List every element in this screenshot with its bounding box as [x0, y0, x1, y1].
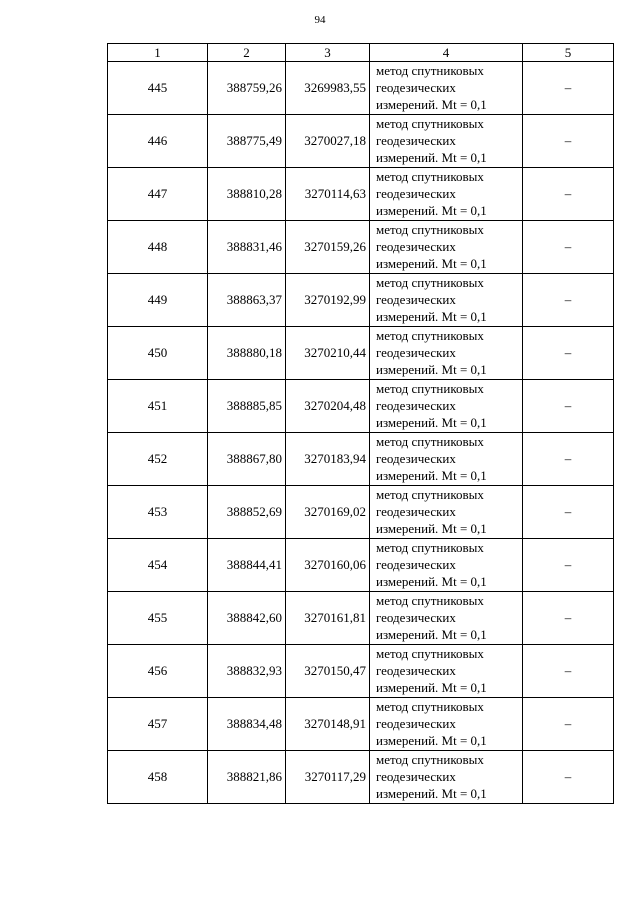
method-cell	[370, 274, 523, 327]
header-col-1: 1	[108, 44, 208, 62]
method-cell	[370, 751, 523, 804]
y-coordinate-cell: 3270150,47	[286, 645, 370, 698]
method-line: геодезических	[376, 80, 456, 95]
method-line: геодезических	[376, 239, 456, 254]
note-cell: –	[523, 115, 614, 168]
method-line: геодезических	[376, 133, 456, 148]
x-coordinate-cell: 388885,85	[208, 380, 286, 433]
method-line: геодезических	[376, 186, 456, 201]
method-line: геодезических	[376, 610, 456, 625]
point-number-cell: 452	[108, 433, 208, 486]
method-cell	[370, 115, 523, 168]
note-cell: –	[523, 62, 614, 115]
note-cell: –	[523, 698, 614, 751]
method-cell	[370, 221, 523, 274]
method-line: метод спутниковых	[376, 169, 484, 184]
y-coordinate-cell: 3270027,18	[286, 115, 370, 168]
method-line: геодезических	[376, 292, 456, 307]
table-row	[108, 115, 614, 168]
y-coordinate-cell: 3270183,94	[286, 433, 370, 486]
x-coordinate-cell: 388775,49	[208, 115, 286, 168]
method-line: измерений. Mt = 0,1	[376, 468, 487, 483]
note-cell: –	[523, 221, 614, 274]
note-cell: –	[523, 433, 614, 486]
x-coordinate-cell: 388844,41	[208, 539, 286, 592]
y-coordinate-cell: 3270192,99	[286, 274, 370, 327]
point-number-cell: 453	[108, 486, 208, 539]
method-line: метод спутниковых	[376, 540, 484, 555]
method-line: измерений. Mt = 0,1	[376, 574, 487, 589]
method-line: геодезических	[376, 716, 456, 731]
method-cell	[370, 592, 523, 645]
method-line: измерений. Mt = 0,1	[376, 627, 487, 642]
table-header-row	[108, 44, 614, 62]
method-line: измерений. Mt = 0,1	[376, 733, 487, 748]
method-line: геодезических	[376, 504, 456, 519]
y-coordinate-cell: 3270161,81	[286, 592, 370, 645]
y-coordinate-cell: 3270204,48	[286, 380, 370, 433]
point-number-cell: 457	[108, 698, 208, 751]
method-line: метод спутниковых	[376, 752, 484, 767]
method-line: метод спутниковых	[376, 63, 484, 78]
method-cell	[370, 62, 523, 115]
y-coordinate-cell: 3269983,55	[286, 62, 370, 115]
point-number-cell: 449	[108, 274, 208, 327]
method-line: измерений. Mt = 0,1	[376, 309, 487, 324]
method-line: измерений. Mt = 0,1	[376, 680, 487, 695]
method-cell	[370, 486, 523, 539]
method-cell	[370, 539, 523, 592]
point-number-cell: 451	[108, 380, 208, 433]
x-coordinate-cell: 388831,46	[208, 221, 286, 274]
x-coordinate-cell: 388842,60	[208, 592, 286, 645]
x-coordinate-cell: 388810,28	[208, 168, 286, 221]
method-line: метод спутниковых	[376, 699, 484, 714]
method-line: метод спутниковых	[376, 381, 484, 396]
x-coordinate-cell: 388834,48	[208, 698, 286, 751]
method-cell	[370, 168, 523, 221]
point-number-cell: 455	[108, 592, 208, 645]
method-cell	[370, 327, 523, 380]
table-row	[108, 274, 614, 327]
table-row	[108, 62, 614, 115]
method-line: метод спутниковых	[376, 275, 484, 290]
point-number-cell: 446	[108, 115, 208, 168]
note-cell: –	[523, 539, 614, 592]
method-cell	[370, 380, 523, 433]
header-col-2: 2	[208, 44, 286, 62]
method-line: метод спутниковых	[376, 434, 484, 449]
note-cell: –	[523, 645, 614, 698]
method-line: геодезических	[376, 398, 456, 413]
y-coordinate-cell: 3270159,26	[286, 221, 370, 274]
method-line: измерений. Mt = 0,1	[376, 521, 487, 536]
point-number-cell: 450	[108, 327, 208, 380]
method-line: измерений. Mt = 0,1	[376, 203, 487, 218]
page-number: 94	[314, 14, 326, 26]
method-line: измерений. Mt = 0,1	[376, 786, 487, 801]
table-row	[108, 433, 614, 486]
coordinates-table	[107, 43, 614, 804]
method-line: метод спутниковых	[376, 646, 484, 661]
method-line: геодезических	[376, 451, 456, 466]
note-cell: –	[523, 486, 614, 539]
method-line: геодезических	[376, 663, 456, 678]
y-coordinate-cell: 3270117,29	[286, 751, 370, 804]
table-row	[108, 645, 614, 698]
note-cell: –	[523, 274, 614, 327]
note-cell: –	[523, 380, 614, 433]
method-line: метод спутниковых	[376, 487, 484, 502]
method-line: измерений. Mt = 0,1	[376, 256, 487, 271]
y-coordinate-cell: 3270160,06	[286, 539, 370, 592]
point-number-cell: 456	[108, 645, 208, 698]
table-row	[108, 698, 614, 751]
header-col-5: 5	[523, 44, 614, 62]
method-line: геодезических	[376, 345, 456, 360]
y-coordinate-cell: 3270169,02	[286, 486, 370, 539]
note-cell: –	[523, 168, 614, 221]
point-number-cell: 447	[108, 168, 208, 221]
method-line: измерений. Mt = 0,1	[376, 97, 487, 112]
method-line: метод спутниковых	[376, 593, 484, 608]
y-coordinate-cell: 3270148,91	[286, 698, 370, 751]
method-line: измерений. Mt = 0,1	[376, 362, 487, 377]
x-coordinate-cell: 388821,86	[208, 751, 286, 804]
table-row	[108, 168, 614, 221]
table-row	[108, 592, 614, 645]
note-cell: –	[523, 592, 614, 645]
point-number-cell: 445	[108, 62, 208, 115]
method-line: геодезических	[376, 769, 456, 784]
table-row	[108, 539, 614, 592]
note-cell: –	[523, 751, 614, 804]
method-line: метод спутниковых	[376, 116, 484, 131]
method-cell	[370, 645, 523, 698]
method-line: геодезических	[376, 557, 456, 572]
point-number-cell: 448	[108, 221, 208, 274]
x-coordinate-cell: 388867,80	[208, 433, 286, 486]
method-line: измерений. Mt = 0,1	[376, 150, 487, 165]
table-row	[108, 327, 614, 380]
method-cell	[370, 698, 523, 751]
y-coordinate-cell: 3270114,63	[286, 168, 370, 221]
point-number-cell: 458	[108, 751, 208, 804]
table-row	[108, 751, 614, 804]
method-line: измерений. Mt = 0,1	[376, 415, 487, 430]
header-col-4: 4	[370, 44, 523, 62]
table-row	[108, 221, 614, 274]
x-coordinate-cell: 388852,69	[208, 486, 286, 539]
point-number-cell: 454	[108, 539, 208, 592]
table-row	[108, 380, 614, 433]
header-col-3: 3	[286, 44, 370, 62]
table-row	[108, 486, 614, 539]
note-cell: –	[523, 327, 614, 380]
x-coordinate-cell: 388832,93	[208, 645, 286, 698]
method-line: метод спутниковых	[376, 222, 484, 237]
x-coordinate-cell: 388759,26	[208, 62, 286, 115]
method-line: метод спутниковых	[376, 328, 484, 343]
method-cell	[370, 433, 523, 486]
x-coordinate-cell: 388863,37	[208, 274, 286, 327]
y-coordinate-cell: 3270210,44	[286, 327, 370, 380]
x-coordinate-cell: 388880,18	[208, 327, 286, 380]
